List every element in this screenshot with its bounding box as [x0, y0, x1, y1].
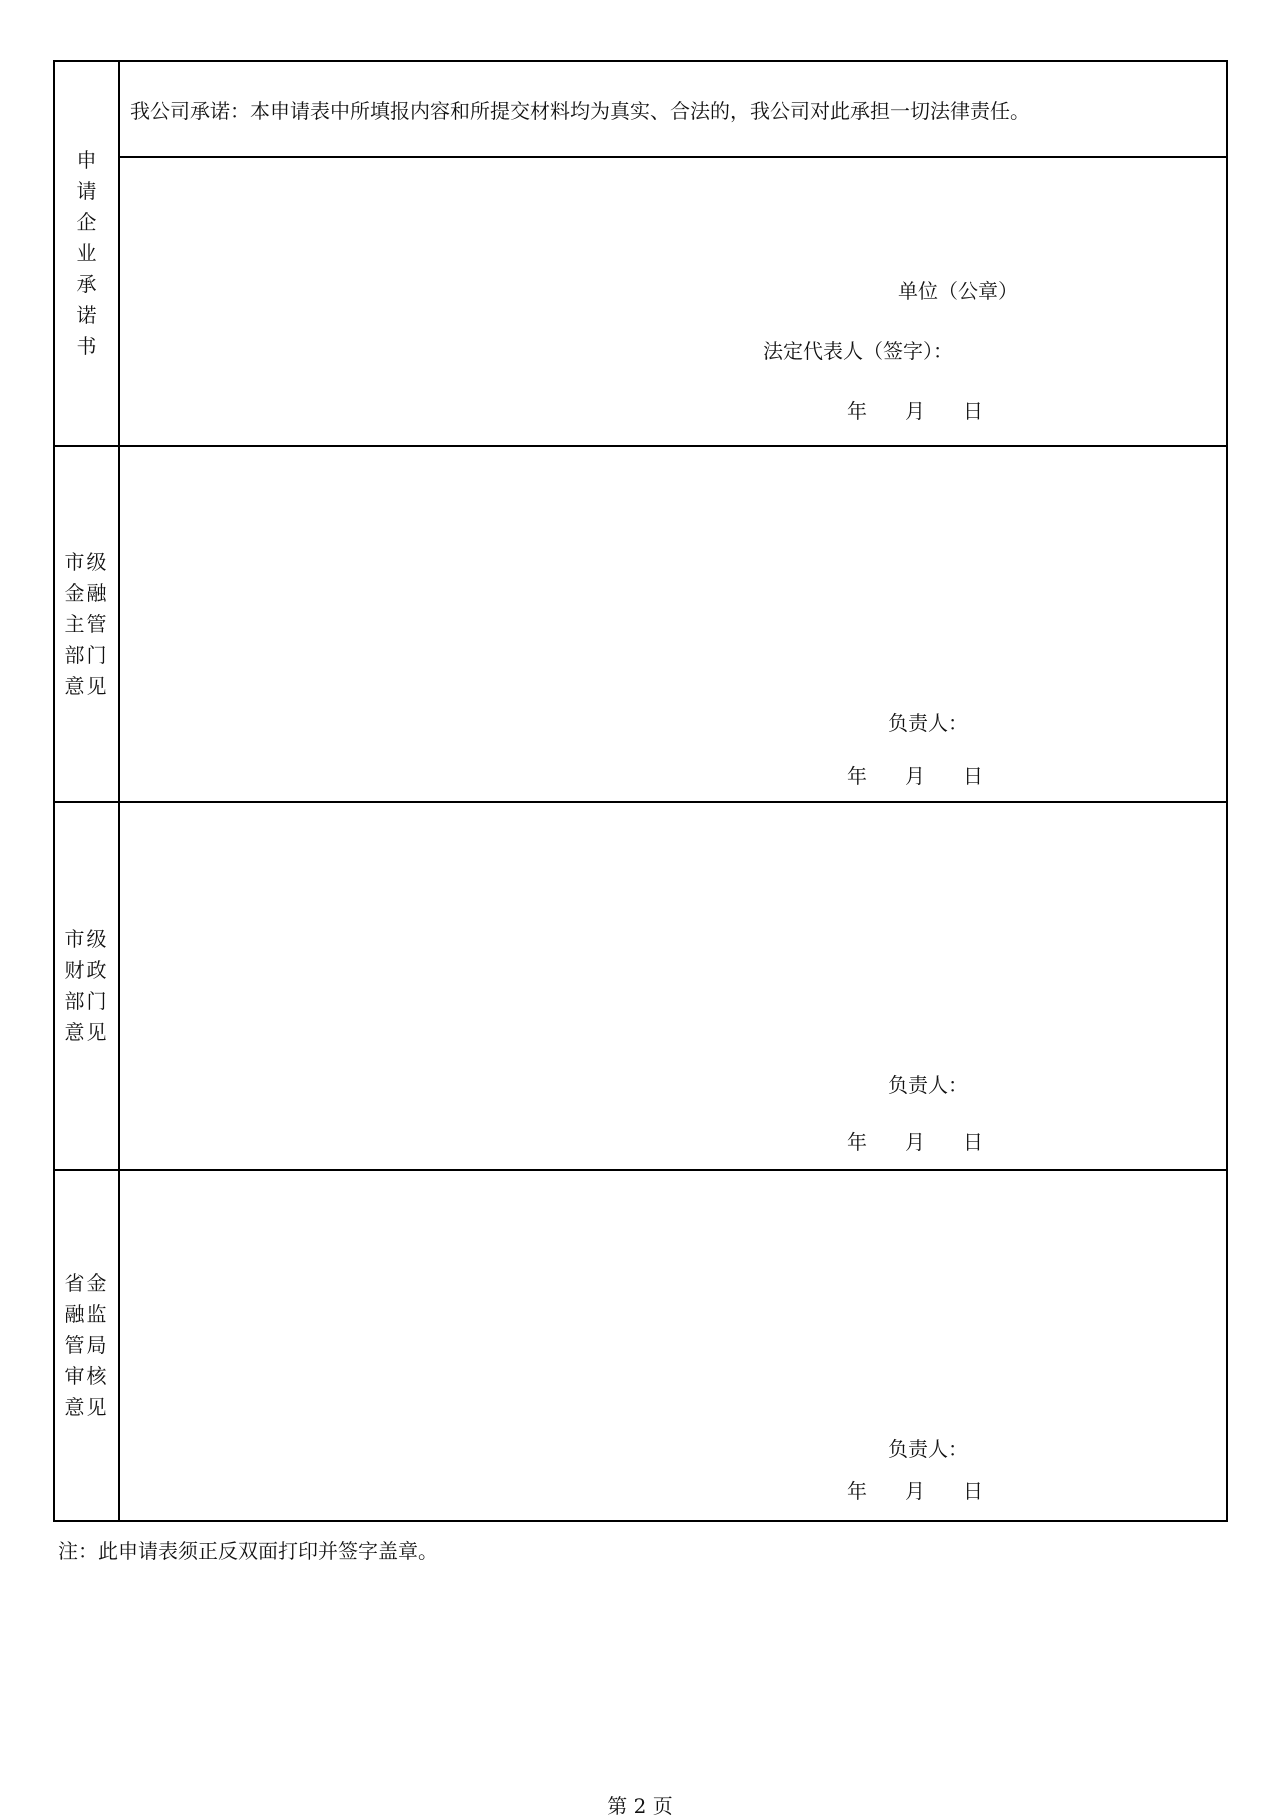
provincial-regulator-date-line	[847, 1475, 983, 1504]
day-label: 日	[963, 764, 983, 788]
year-label: 年	[847, 399, 867, 423]
city-finance-dept-date-line	[847, 1126, 983, 1155]
city-finance-dept-label: 市级财政部门意见	[64, 927, 109, 1044]
commitment-label: 申请企业承诺书	[76, 148, 97, 358]
provincial-regulator-content	[120, 1171, 1226, 1520]
city-finance-authority-content	[120, 447, 1226, 801]
day-label: 日	[963, 1479, 983, 1503]
commitment-label-cell	[55, 62, 120, 445]
city-finance-dept-row	[55, 801, 1226, 1169]
responsible-person-line: 负责人：	[888, 1437, 968, 1461]
footnote: 注：此申请表须正反双面打印并签字盖章。	[58, 1539, 438, 1563]
year-label: 年	[847, 1130, 867, 1154]
responsible-person-line: 负责人：	[888, 711, 968, 735]
month-label: 月	[905, 1479, 925, 1503]
city-finance-authority-row	[55, 445, 1226, 801]
provincial-regulator-label: 省金融监管局审核意见	[64, 1271, 109, 1419]
city-finance-authority-label: 市级金融主管部门意见	[64, 549, 109, 698]
city-finance-dept-label-cell	[55, 803, 120, 1169]
application-form-table	[53, 60, 1228, 1522]
provincial-regulator-label-cell	[55, 1171, 120, 1520]
day-label: 日	[963, 399, 983, 423]
month-label: 月	[905, 764, 925, 788]
city-finance-authority-date-line	[847, 760, 983, 789]
seal-line: 单位（公章）	[898, 279, 1018, 303]
commitment-statement: 我公司承诺：本申请表中所填报内容和所提交材料均为真实、合法的，我公司对此承担一切法律责任。	[120, 62, 1226, 158]
year-label: 年	[847, 764, 867, 788]
day-label: 日	[963, 1130, 983, 1154]
city-finance-authority-label-cell	[55, 447, 120, 801]
year-label: 年	[847, 1479, 867, 1503]
commitment-date-line	[847, 395, 983, 424]
city-finance-dept-content	[120, 803, 1226, 1169]
provincial-regulator-row	[55, 1169, 1226, 1520]
commitment-row	[55, 62, 1226, 445]
month-label: 月	[905, 1130, 925, 1154]
legal-rep-signature-line: 法定代表人（签字）：	[763, 339, 953, 363]
responsible-person-line: 负责人：	[888, 1073, 968, 1097]
commitment-content	[120, 62, 1226, 445]
page-number: 第 2 页	[607, 1794, 673, 1818]
month-label: 月	[905, 399, 925, 423]
